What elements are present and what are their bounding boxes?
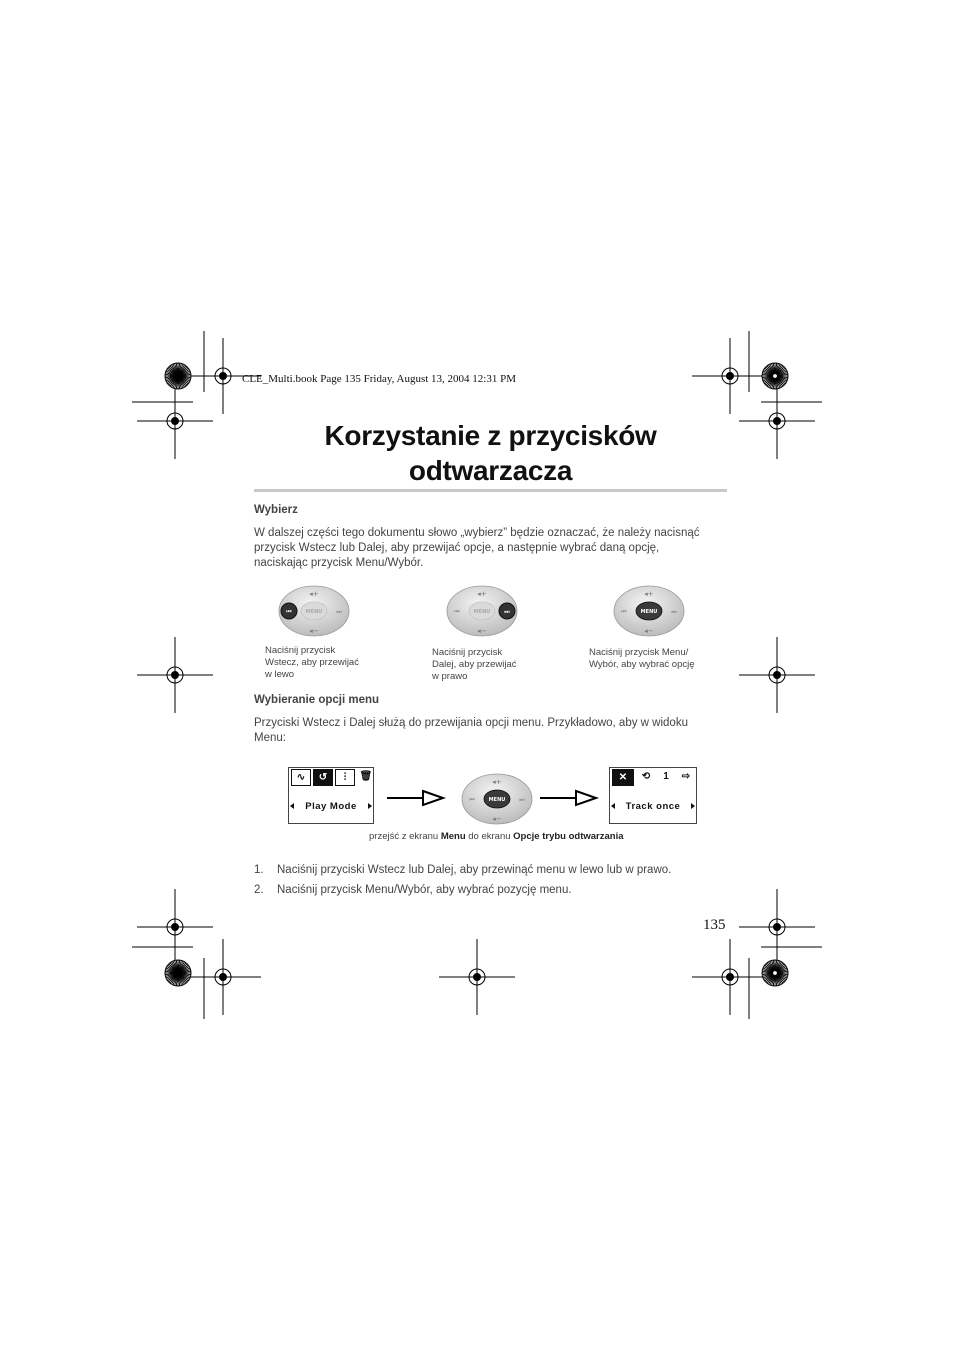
playlist-icon: ∿ — [291, 769, 311, 786]
next-icon: ⏭ — [504, 608, 510, 616]
registration-mark-icon — [739, 889, 815, 965]
right-arrow-icon — [691, 803, 695, 809]
play-mode-icon: ↺ — [313, 769, 333, 786]
section-heading-menu-options: Wybieranie opcji menu — [254, 694, 380, 706]
flow-caption: przejść z ekranu Menu do ekranu Opcje trybu odtwarzania — [369, 831, 624, 842]
next-icon: ⏭ — [336, 608, 342, 616]
next-icon: ⏭ — [671, 608, 677, 616]
starburst-mark-icon — [165, 960, 191, 986]
controller-menu-highlight — [609, 583, 689, 639]
arrow-right-icon — [385, 788, 447, 808]
screen-label-track-once: Track once — [625, 801, 681, 812]
volume-down-icon: ◂− — [477, 627, 487, 635]
repeat-all-icon: ⟲ — [641, 771, 651, 782]
screen-menu-play-mode — [288, 767, 374, 824]
registration-mark-icon — [137, 889, 213, 965]
volume-up-icon: ◂+ — [492, 778, 502, 786]
title-rule — [254, 489, 727, 492]
registration-mark-icon — [137, 383, 213, 459]
next-icon: ⏭ — [519, 796, 525, 804]
starburst-mark-icon — [165, 363, 191, 389]
arrow-right-icon — [538, 788, 600, 808]
previous-icon: ⏮ — [621, 608, 627, 616]
registration-mark-icon — [739, 637, 815, 713]
volume-down-icon: ◂− — [644, 627, 654, 635]
registration-mark-icon — [739, 383, 815, 459]
equalizer-icon: ⫶ — [335, 769, 355, 786]
page-number: 135 — [703, 917, 726, 933]
no-repeat-icon: ✕ — [612, 769, 634, 786]
screen-label-play-mode: Play Mode — [305, 801, 357, 812]
caption-back: Naciśnij przycisk Wstecz, aby przewijać w lewo — [265, 645, 359, 680]
screen-play-mode-track-once — [609, 767, 697, 824]
volume-down-icon: ◂− — [309, 627, 319, 635]
caption-menu: Naciśnij przycisk Menu/ Wybór, aby wybrać opcję — [589, 647, 695, 670]
delete-icon: 🗑︎ — [359, 771, 373, 782]
registration-mark-icon — [692, 338, 768, 414]
menu-paragraph: Przyciski Wstecz i Dalej służą do przewijania opcji menu. Przykładowo, aby w widoku Menu: — [254, 717, 688, 744]
menu-button-label: MENU — [640, 609, 658, 615]
registration-mark-icon — [439, 939, 515, 1015]
registration-mark-icon — [185, 939, 261, 1015]
previous-icon: ⏮ — [286, 608, 292, 616]
repeat-one-icon: 1 — [663, 771, 669, 782]
page-title — [254, 418, 727, 488]
step-1: 1. Naciśnij przyciski Wstecz lub Dalej, aby przewinąć menu w lewo lub w prawo. — [254, 864, 672, 876]
controller-back-highlight — [274, 583, 354, 639]
right-arrow-icon — [368, 803, 372, 809]
volume-down-icon: ◂− — [492, 815, 502, 823]
registration-mark-icon — [137, 637, 213, 713]
starburst-mark-icon — [762, 363, 788, 389]
volume-up-icon: ◂+ — [644, 590, 654, 598]
previous-icon: ⏮ — [454, 608, 460, 616]
menu-button-label: MENU — [473, 609, 491, 615]
title-line-2: odtwarzacza — [408, 455, 573, 486]
menu-button-label: MENU — [305, 609, 323, 615]
controller-flow — [457, 771, 537, 827]
volume-up-icon: ◂+ — [477, 590, 487, 598]
previous-icon: ⏮ — [469, 796, 475, 804]
registration-mark-icon — [692, 939, 768, 1015]
section-heading-wybierz: Wybierz — [254, 504, 298, 516]
intro-paragraph: W dalszej części tego dokumentu słowo „wybierz” będzie oznaczać, że należy nacisnąć przycisk Wstecz lub Dalej, aby przewijać opcje, a następnie wybrać daną opcję, naciskając przycisk Menu/Wybór. — [254, 527, 700, 569]
step-2: 2. Naciśnij przycisk Menu/Wybór, aby wybrać pozycję menu. — [254, 884, 572, 896]
caption-next: Naciśnij przycisk Dalej, aby przewijać w prawo — [432, 647, 517, 682]
starburst-mark-icon — [762, 960, 788, 986]
shuffle-arrow-icon: ⇨ — [681, 771, 691, 782]
title-line-1: Korzystanie z przycisków — [324, 420, 657, 451]
controller-next-highlight — [442, 583, 522, 639]
print-header: CLE_Multi.book Page 135 Friday, August 13, 2004 12:31 PM — [242, 373, 516, 385]
volume-up-icon: ◂+ — [309, 590, 319, 598]
menu-button-label: MENU — [488, 797, 506, 803]
